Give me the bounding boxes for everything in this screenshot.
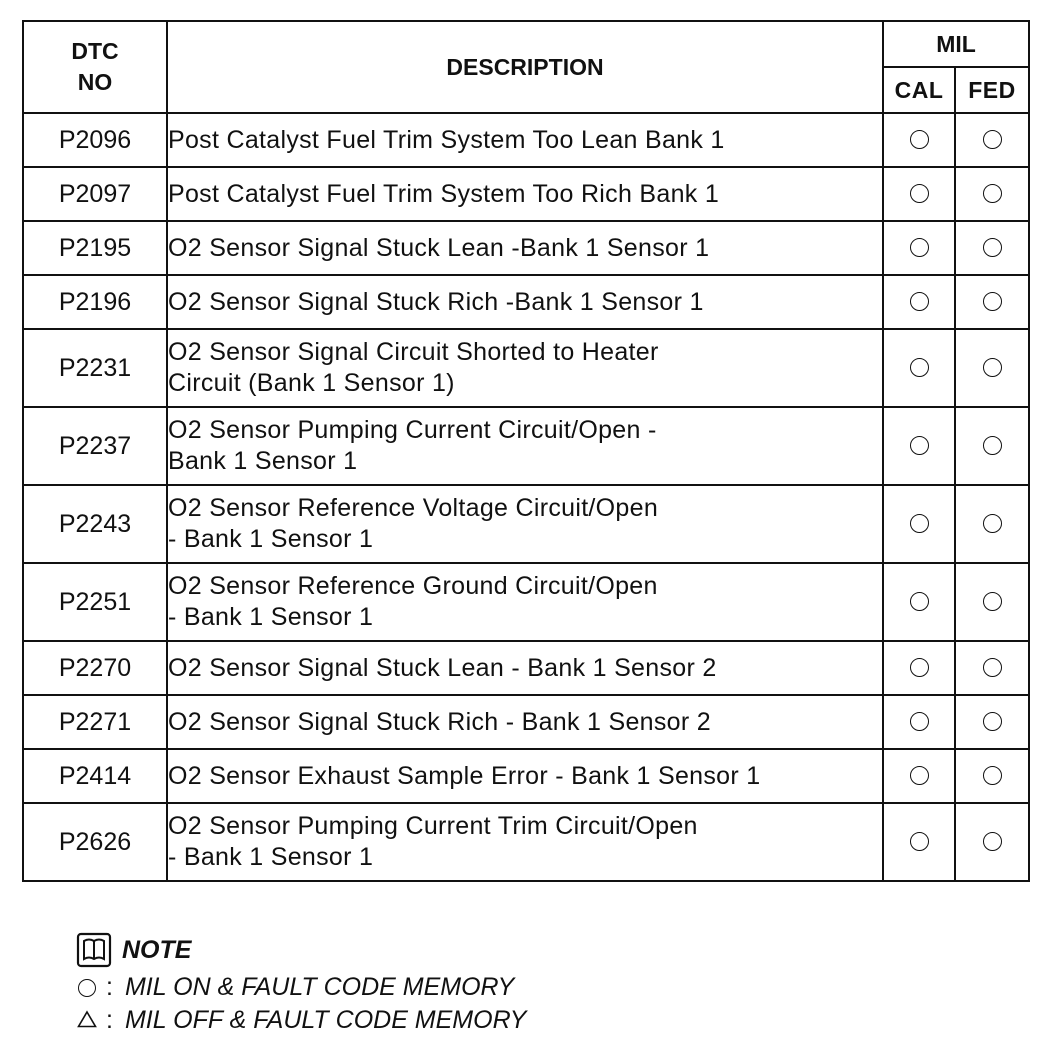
circle-icon <box>910 712 929 731</box>
cal-mark <box>883 167 955 221</box>
dtc-code: P2195 <box>23 221 167 275</box>
description-line2: Circuit (Bank 1 Sensor 1) <box>168 369 455 397</box>
table-row <box>23 485 1029 563</box>
legend-item-triangle <box>76 1005 526 1036</box>
fed-mark <box>955 329 1029 407</box>
description-line1: O2 Sensor Signal Stuck Rich - Bank 1 Sensor 2 <box>168 707 711 736</box>
cal-mark <box>883 641 955 695</box>
fed-mark <box>955 485 1029 563</box>
description-line1: Post Catalyst Fuel Trim System Too Rich Bank 1 <box>168 179 720 208</box>
circle-icon <box>910 766 929 785</box>
table-row <box>23 641 1029 695</box>
description-line1: Post Catalyst Fuel Trim System Too Lean Bank 1 <box>168 125 725 154</box>
description-line2: - Bank 1 Sensor 1 <box>168 843 374 871</box>
table-row <box>23 407 1029 485</box>
circle-icon <box>910 832 929 851</box>
description-line1: O2 Sensor Signal Stuck Rich -Bank 1 Sensor 1 <box>168 287 704 316</box>
description-line1: O2 Sensor Exhaust Sample Error - Bank 1 Sensor 1 <box>168 761 761 790</box>
circle-icon <box>910 514 929 533</box>
circle-icon <box>983 436 1002 455</box>
legend-text: MIL ON & FAULT CODE MEMORY <box>124 973 515 1001</box>
description-line2: - Bank 1 Sensor 1 <box>168 525 374 553</box>
fed-mark <box>955 167 1029 221</box>
dtc-code: P2096 <box>23 113 167 167</box>
table-row <box>23 167 1029 221</box>
fed-header: FED <box>955 67 1029 113</box>
description-line1: O2 Sensor Signal Stuck Lean -Bank 1 Sensor 1 <box>168 233 710 262</box>
dtc-code: P2414 <box>23 749 167 803</box>
circle-icon <box>983 130 1002 149</box>
circle-icon <box>910 658 929 677</box>
legend-separator: : <box>106 1006 113 1034</box>
description-line1: O2 Sensor Pumping Current Circuit/Open - <box>168 416 657 444</box>
note-title: NOTE <box>122 935 192 964</box>
table-row <box>23 803 1029 881</box>
dtc-description <box>167 749 883 803</box>
circle-icon <box>983 238 1002 257</box>
table-row <box>23 749 1029 803</box>
cal-mark <box>883 749 955 803</box>
fed-mark <box>955 221 1029 275</box>
dtc-description <box>167 641 883 695</box>
dtc-description <box>167 695 883 749</box>
legend-text: MIL OFF & FAULT CODE MEMORY <box>124 1006 527 1034</box>
dtc-description <box>167 113 883 167</box>
circle-icon <box>910 592 929 611</box>
dtc-code: P2243 <box>23 485 167 563</box>
dtc-description <box>167 485 883 563</box>
dtc-header-line1: DTC <box>71 38 119 64</box>
fed-mark <box>955 749 1029 803</box>
circle-icon <box>910 184 929 203</box>
dtc-code: P2097 <box>23 167 167 221</box>
cal-mark <box>883 695 955 749</box>
cal-mark <box>883 563 955 641</box>
circle-icon <box>910 130 929 149</box>
circle-icon <box>76 973 98 1002</box>
note-section <box>76 930 526 1036</box>
fed-mark <box>955 113 1029 167</box>
description-header: DESCRIPTION <box>167 21 883 113</box>
table-row <box>23 275 1029 329</box>
circle-icon <box>983 292 1002 311</box>
note-header <box>76 930 526 970</box>
dtc-description <box>167 563 883 641</box>
description-line1: O2 Sensor Pumping Current Trim Circuit/Open <box>168 812 698 840</box>
dtc-table <box>22 20 1030 882</box>
book-icon <box>76 932 112 968</box>
fed-mark <box>955 695 1029 749</box>
circle-icon <box>983 514 1002 533</box>
description-line1: O2 Sensor Signal Stuck Lean - Bank 1 Sensor 2 <box>168 653 717 682</box>
dtc-code: P2626 <box>23 803 167 881</box>
table-row <box>23 563 1029 641</box>
dtc-code: P2231 <box>23 329 167 407</box>
circle-icon <box>983 592 1002 611</box>
circle-icon <box>983 712 1002 731</box>
dtc-header-line2: NO <box>77 69 113 95</box>
circle-icon <box>910 292 929 311</box>
dtc-no-header <box>23 21 167 113</box>
dtc-code: P2196 <box>23 275 167 329</box>
dtc-table-body <box>23 113 1029 881</box>
dtc-description <box>167 407 883 485</box>
mil-header: MIL <box>883 21 1029 67</box>
table-row <box>23 695 1029 749</box>
circle-icon <box>983 184 1002 203</box>
description-line1: O2 Sensor Reference Ground Circuit/Open <box>168 572 658 600</box>
dtc-code: P2270 <box>23 641 167 695</box>
circle-icon <box>983 358 1002 377</box>
legend-separator: : <box>106 973 113 1001</box>
circle-icon <box>910 436 929 455</box>
cal-mark <box>883 113 955 167</box>
fed-mark <box>955 641 1029 695</box>
legend-item-circle <box>76 972 526 1003</box>
circle-icon <box>983 658 1002 677</box>
circle-icon <box>910 238 929 257</box>
cal-mark <box>883 221 955 275</box>
cal-mark <box>883 803 955 881</box>
description-line2: Bank 1 Sensor 1 <box>168 447 358 475</box>
dtc-code: P2251 <box>23 563 167 641</box>
dtc-description <box>167 329 883 407</box>
cal-mark <box>883 485 955 563</box>
dtc-description <box>167 221 883 275</box>
cal-mark <box>883 329 955 407</box>
fed-mark <box>955 407 1029 485</box>
triangle-icon <box>76 1006 98 1035</box>
description-line1: O2 Sensor Reference Voltage Circuit/Open <box>168 494 659 522</box>
fed-mark <box>955 275 1029 329</box>
dtc-code: P2237 <box>23 407 167 485</box>
dtc-description <box>167 275 883 329</box>
fed-mark <box>955 563 1029 641</box>
circle-icon <box>910 358 929 377</box>
dtc-code: P2271 <box>23 695 167 749</box>
dtc-description <box>167 803 883 881</box>
table-row <box>23 329 1029 407</box>
cal-mark <box>883 407 955 485</box>
description-line2: - Bank 1 Sensor 1 <box>168 603 374 631</box>
cal-header: CAL <box>883 67 955 113</box>
circle-icon <box>983 832 1002 851</box>
dtc-description <box>167 167 883 221</box>
circle-icon <box>983 766 1002 785</box>
cal-mark <box>883 275 955 329</box>
fed-mark <box>955 803 1029 881</box>
description-line1: O2 Sensor Signal Circuit Shorted to Heater <box>168 338 659 366</box>
table-row <box>23 221 1029 275</box>
table-row <box>23 113 1029 167</box>
